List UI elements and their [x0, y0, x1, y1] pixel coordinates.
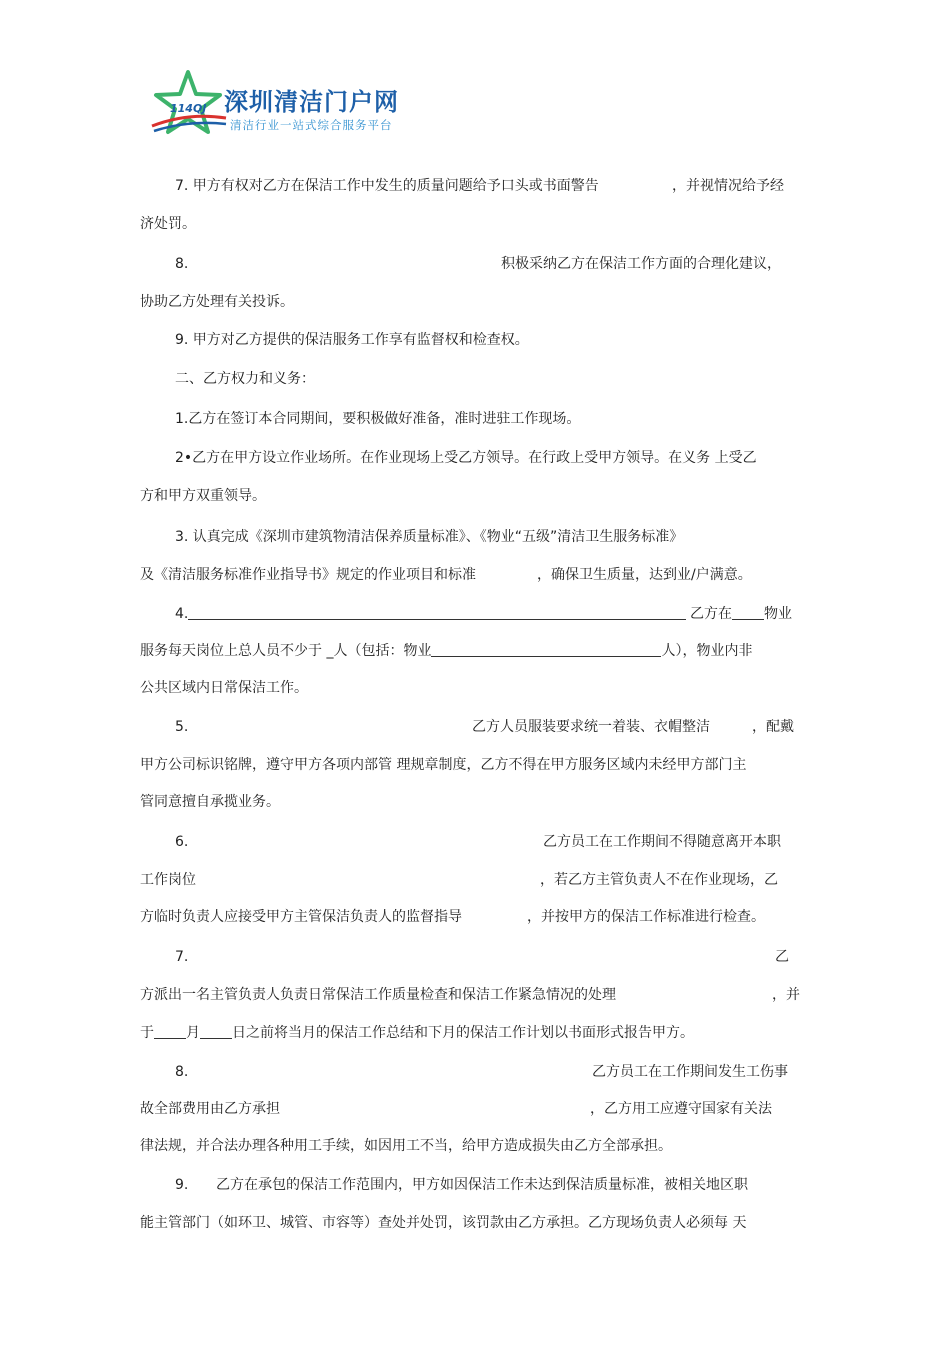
text-line: ，并 — [772, 987, 800, 1003]
svg-text:114QJ: 114QJ — [170, 102, 207, 115]
text-line: ，若乙方主管负责人不在作业现场，乙 — [540, 872, 778, 888]
text-line: 公共区域内日常保洁工作。 — [140, 680, 308, 696]
blank-line — [188, 604, 686, 620]
text-line: 乙方员工在工作期间不得随意离开本职 — [543, 834, 781, 850]
text-line: 律法规，并合法办理各种用工手续，如因用工不当，给甲方造成损失由乙方全部承担。 — [140, 1138, 672, 1154]
star-logo-icon — [148, 68, 228, 138]
text-line: 5. — [175, 719, 189, 735]
text-line: 协助乙方处理有关投诉。 — [140, 294, 294, 310]
text-line: 济处罚。 — [140, 216, 196, 232]
text-line: 方临时负责人应接受甲方主管保洁负责人的监督指导 — [140, 909, 462, 925]
text-line: 2•乙方在甲方设立作业场所。在作业现场上受乙方领导。在行政上受甲方领导。在义务 上受乙 — [175, 450, 757, 466]
blank-line — [154, 1023, 186, 1039]
text-line: ，并视情况给予经 — [672, 178, 784, 194]
text-line: ，配戴 — [752, 719, 794, 735]
text-line: 工作岗位 — [140, 872, 196, 888]
blank-line — [732, 604, 764, 620]
text-line: 8. — [175, 256, 189, 272]
text-line: ，确保卫生质量，达到业/户满意。 — [537, 567, 752, 583]
text-line: 积极采纳乙方在保洁工作方面的合理化建议， — [501, 256, 781, 272]
item-number: 4. — [175, 606, 189, 622]
text-line: 乙方在 物业 — [690, 606, 792, 622]
section-heading: 二、乙方权力和义务： — [175, 371, 315, 387]
site-logo — [148, 68, 408, 140]
text-line: 6. — [175, 834, 189, 850]
text-line — [175, 604, 686, 624]
text-line: 于 月 日之前将当月的保洁工作总结和下月的保洁工作计划以书面形式报告甲方。 — [140, 1025, 694, 1041]
text-line: 乙方在承包的保洁工作范围内，甲方如因保洁工作未达到保洁质量标准，被相关地区职 — [216, 1177, 748, 1193]
text-line: 故全部费用由乙方承担 — [140, 1101, 280, 1117]
blank-line — [431, 641, 661, 657]
text-line: 乙 — [775, 949, 789, 965]
text-line: 甲方公司标识铭牌，遵守甲方各项内部管 理规章制度，乙方不得在甲方服务区域内未经甲方部门主 — [140, 757, 747, 773]
text-line: 方派出一名主管负责人负责日常保洁工作质量检查和保洁工作紧急情况的处理 — [140, 987, 616, 1003]
logo-title: 深圳清洁门户网 — [224, 88, 399, 116]
blank-line — [200, 1023, 232, 1039]
text-line: 1.乙方在签订本合同期间，要积极做好准备，准时进驻工作现场。 — [175, 411, 581, 427]
text-line: 7. — [175, 949, 189, 965]
text-line: 9. 甲方对乙方提供的保洁服务工作享有监督权和检查权。 — [175, 332, 529, 348]
text-line: 方和甲方双重领导。 — [140, 488, 266, 504]
text-line: ，并按甲方的保洁工作标准进行检查。 — [527, 909, 765, 925]
text-line: 管同意擅自承揽业务。 — [140, 794, 280, 810]
text-line: 乙方人员服装要求统一着装、衣帽整洁 — [472, 719, 710, 735]
text-line: 及《清洁服务标准作业指导书》规定的作业项目和标准 — [140, 567, 476, 583]
text-line: 服务每天岗位上总人员不少于 _人（包括：物业 人），物业内非 — [140, 643, 753, 659]
text-line: 8. — [175, 1064, 189, 1080]
text-line: 3. 认真完成《深圳市建筑物清洁保养质量标准》、《物业“五级”清洁卫生服务标准》 — [175, 529, 684, 545]
text-line: ，乙方用工应遵守国家有关法 — [590, 1101, 772, 1117]
text-line: 7. 甲方有权对乙方在保洁工作中发生的质量问题给予口头或书面警告 — [175, 178, 599, 194]
logo-subtitle: 清洁行业一站式综合服务平台 — [230, 118, 393, 132]
text-line: 能主管部门（如环卫、城管、市容等）查处并处罚，该罚款由乙方承担。乙方现场负责人必须每 天 — [140, 1215, 747, 1231]
text-line: 9. — [175, 1177, 189, 1193]
text-line: 乙方员工在工作期间发生工伤事 — [592, 1064, 788, 1080]
